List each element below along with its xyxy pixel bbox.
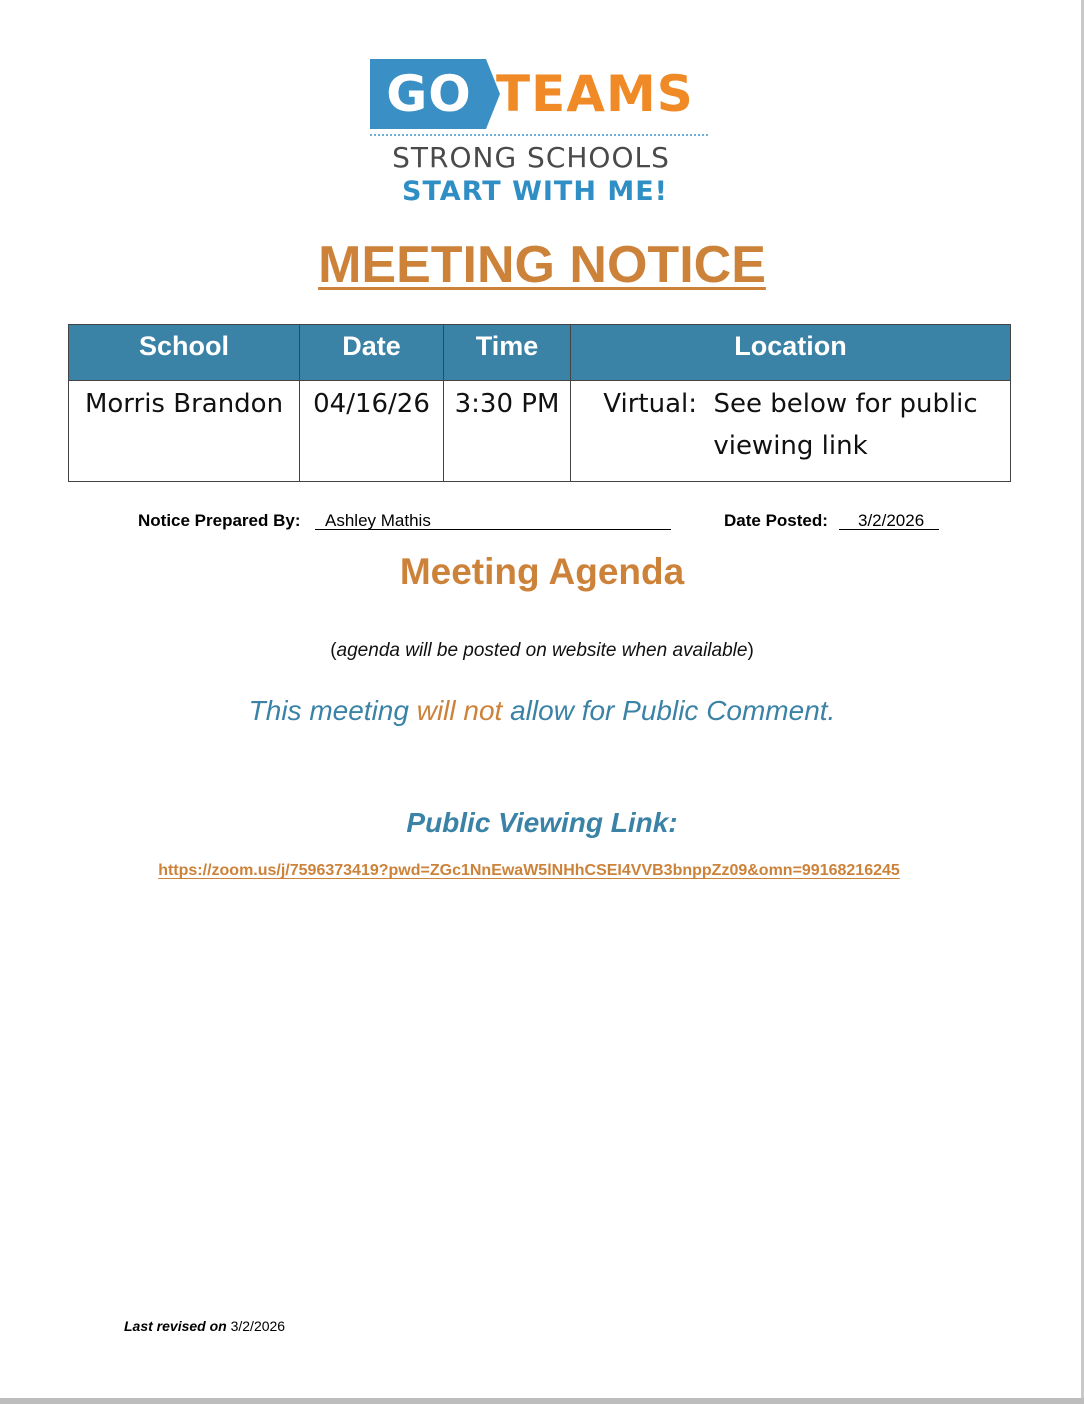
header-time: Time xyxy=(444,325,571,381)
public-comment-notice xyxy=(0,692,1084,730)
logo-teams-text: TEAMS xyxy=(496,65,694,123)
page-title-text: MEETING NOTICE xyxy=(318,236,766,294)
table-header-row xyxy=(69,325,1011,381)
agenda-note-text: agenda will be posted on website when available xyxy=(336,640,748,661)
prepared-by-underline xyxy=(315,529,671,530)
agenda-note-open: ( xyxy=(330,640,337,661)
cell-location-line2: viewing link xyxy=(713,431,868,461)
cell-location xyxy=(571,381,1011,482)
header-school: School xyxy=(69,325,300,381)
agenda-note-close: ) xyxy=(747,640,754,661)
meeting-details-table xyxy=(68,324,1011,482)
cell-date: 04/16/26 xyxy=(300,381,444,482)
header-location: Location xyxy=(571,325,1011,381)
cell-school: Morris Brandon xyxy=(69,381,300,482)
prepared-by-value: Ashley Mathis xyxy=(325,511,431,530)
prepared-by-label: Notice Prepared By: xyxy=(138,511,301,530)
public-comment-will-not: will not xyxy=(416,695,503,726)
page-title xyxy=(0,232,1084,298)
logo-tagline-start-with-me: START WITH ME! xyxy=(402,176,668,207)
last-revised-label: Last revised on xyxy=(124,1318,227,1334)
logo-dotted-divider xyxy=(370,134,708,136)
cell-time: 3:30 PM xyxy=(444,381,571,482)
header-date: Date xyxy=(300,325,444,381)
last-revised-footer xyxy=(124,1316,285,1336)
last-revised-date: 3/2/2026 xyxy=(230,1318,286,1334)
logo-tagline-strong-schools: STRONG SCHOOLS xyxy=(392,141,670,174)
notice-prepared-row xyxy=(138,509,958,535)
public-viewing-link[interactable]: https://zoom.us/j/7596373419?pwd=ZGc1NnEwaW5lNHhCSEI4VVB3bnppZz09&omn=99168216245 xyxy=(158,862,900,879)
cell-location-line1: Virtual: See below for public xyxy=(603,389,978,419)
goteams-logo xyxy=(368,57,710,209)
date-posted-underline xyxy=(839,529,939,530)
page-edge-shadow-bottom xyxy=(0,1398,1084,1404)
public-comment-part3: allow for Public Comment. xyxy=(502,695,836,726)
public-viewing-heading: Public Viewing Link: xyxy=(406,807,678,838)
logo-go-text: GO xyxy=(386,65,472,123)
agenda-note xyxy=(0,638,1084,664)
agenda-heading: Meeting Agenda xyxy=(399,551,685,592)
date-posted-label: Date Posted: xyxy=(724,511,828,530)
table-row xyxy=(69,381,1011,482)
date-posted-value: 3/2/2026 xyxy=(858,511,925,530)
public-comment-part1: This meeting xyxy=(248,695,417,726)
